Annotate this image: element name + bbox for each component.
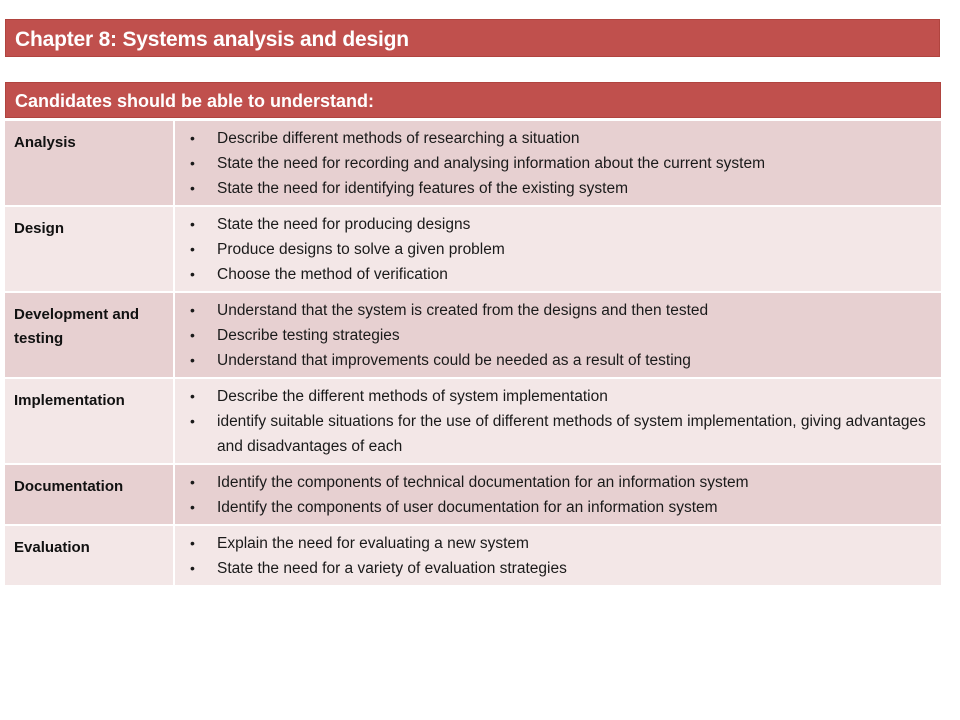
bullet-list bbox=[187, 212, 931, 287]
table-header bbox=[5, 82, 941, 118]
list-item: • State the need for a variety of evaluation strategies bbox=[187, 556, 931, 581]
list-item: • Describe different methods of researching a situation bbox=[187, 126, 931, 151]
list-item: • Produce designs to solve a given problem bbox=[187, 237, 931, 262]
bullet-icon: • bbox=[190, 560, 195, 576]
table-row bbox=[5, 207, 941, 293]
bullet-icon: • bbox=[190, 413, 195, 429]
bullet-list bbox=[187, 531, 931, 581]
list-item: • State the need for recording and analysing information about the current system bbox=[187, 151, 931, 176]
table-row bbox=[5, 293, 941, 379]
list-item: • Explain the need for evaluating a new system bbox=[187, 531, 931, 556]
list-item: • State the need for identifying features of the existing system bbox=[187, 176, 931, 201]
bullet-icon: • bbox=[190, 474, 195, 490]
row-content bbox=[175, 526, 941, 585]
bullet-icon: • bbox=[190, 302, 195, 318]
bullet-icon: • bbox=[190, 216, 195, 232]
list-item: • Describe testing strategies bbox=[187, 323, 931, 348]
row-content bbox=[175, 465, 941, 524]
row-label: Implementation bbox=[5, 379, 175, 463]
bullet-icon: • bbox=[190, 155, 195, 171]
bullet-icon: • bbox=[190, 180, 195, 196]
bullet-icon: • bbox=[190, 327, 195, 343]
bullet-icon: • bbox=[190, 535, 195, 551]
row-label: Development and testing bbox=[5, 293, 175, 377]
list-item: • Choose the method of verification bbox=[187, 262, 931, 287]
bullet-icon: • bbox=[190, 266, 195, 282]
bullet-list bbox=[187, 470, 931, 520]
list-item: • identify suitable situations for the use of different methods of system implementation, giving advantages and disadvantages of each bbox=[187, 409, 931, 459]
table-row bbox=[5, 379, 941, 465]
row-label: Analysis bbox=[5, 121, 175, 205]
table-row bbox=[5, 465, 941, 526]
bullet-list bbox=[187, 126, 931, 201]
bullet-icon: • bbox=[190, 388, 195, 404]
row-label: Documentation bbox=[5, 465, 175, 524]
list-item: • Understand that the system is created from the designs and then tested bbox=[187, 298, 931, 323]
bullet-icon: • bbox=[190, 352, 195, 368]
list-item: • Describe the different methods of system implementation bbox=[187, 384, 931, 409]
bullet-icon: • bbox=[190, 130, 195, 146]
list-item: • Identify the components of technical documentation for an information system bbox=[187, 470, 931, 495]
bullet-list bbox=[187, 298, 931, 373]
list-item: • Identify the components of user documentation for an information system bbox=[187, 495, 931, 520]
bullet-icon: • bbox=[190, 241, 195, 257]
table-header-text: Candidates should be able to understand: bbox=[15, 91, 375, 111]
row-label: Evaluation bbox=[5, 526, 175, 585]
list-item: • Understand that improvements could be needed as a result of testing bbox=[187, 348, 931, 373]
row-content bbox=[175, 207, 941, 291]
chapter-title: Chapter 8: Systems analysis and design bbox=[15, 28, 409, 51]
table-row bbox=[5, 526, 941, 587]
list-item: • State the need for producing designs bbox=[187, 212, 931, 237]
table-row bbox=[5, 121, 941, 207]
row-label: Design bbox=[5, 207, 175, 291]
bullet-list bbox=[187, 384, 931, 459]
row-content bbox=[175, 293, 941, 377]
objectives-table bbox=[5, 82, 941, 587]
table-body bbox=[5, 121, 941, 587]
chapter-title-bar bbox=[5, 19, 940, 57]
bullet-icon: • bbox=[190, 499, 195, 515]
row-content bbox=[175, 379, 941, 463]
row-content bbox=[175, 121, 941, 205]
